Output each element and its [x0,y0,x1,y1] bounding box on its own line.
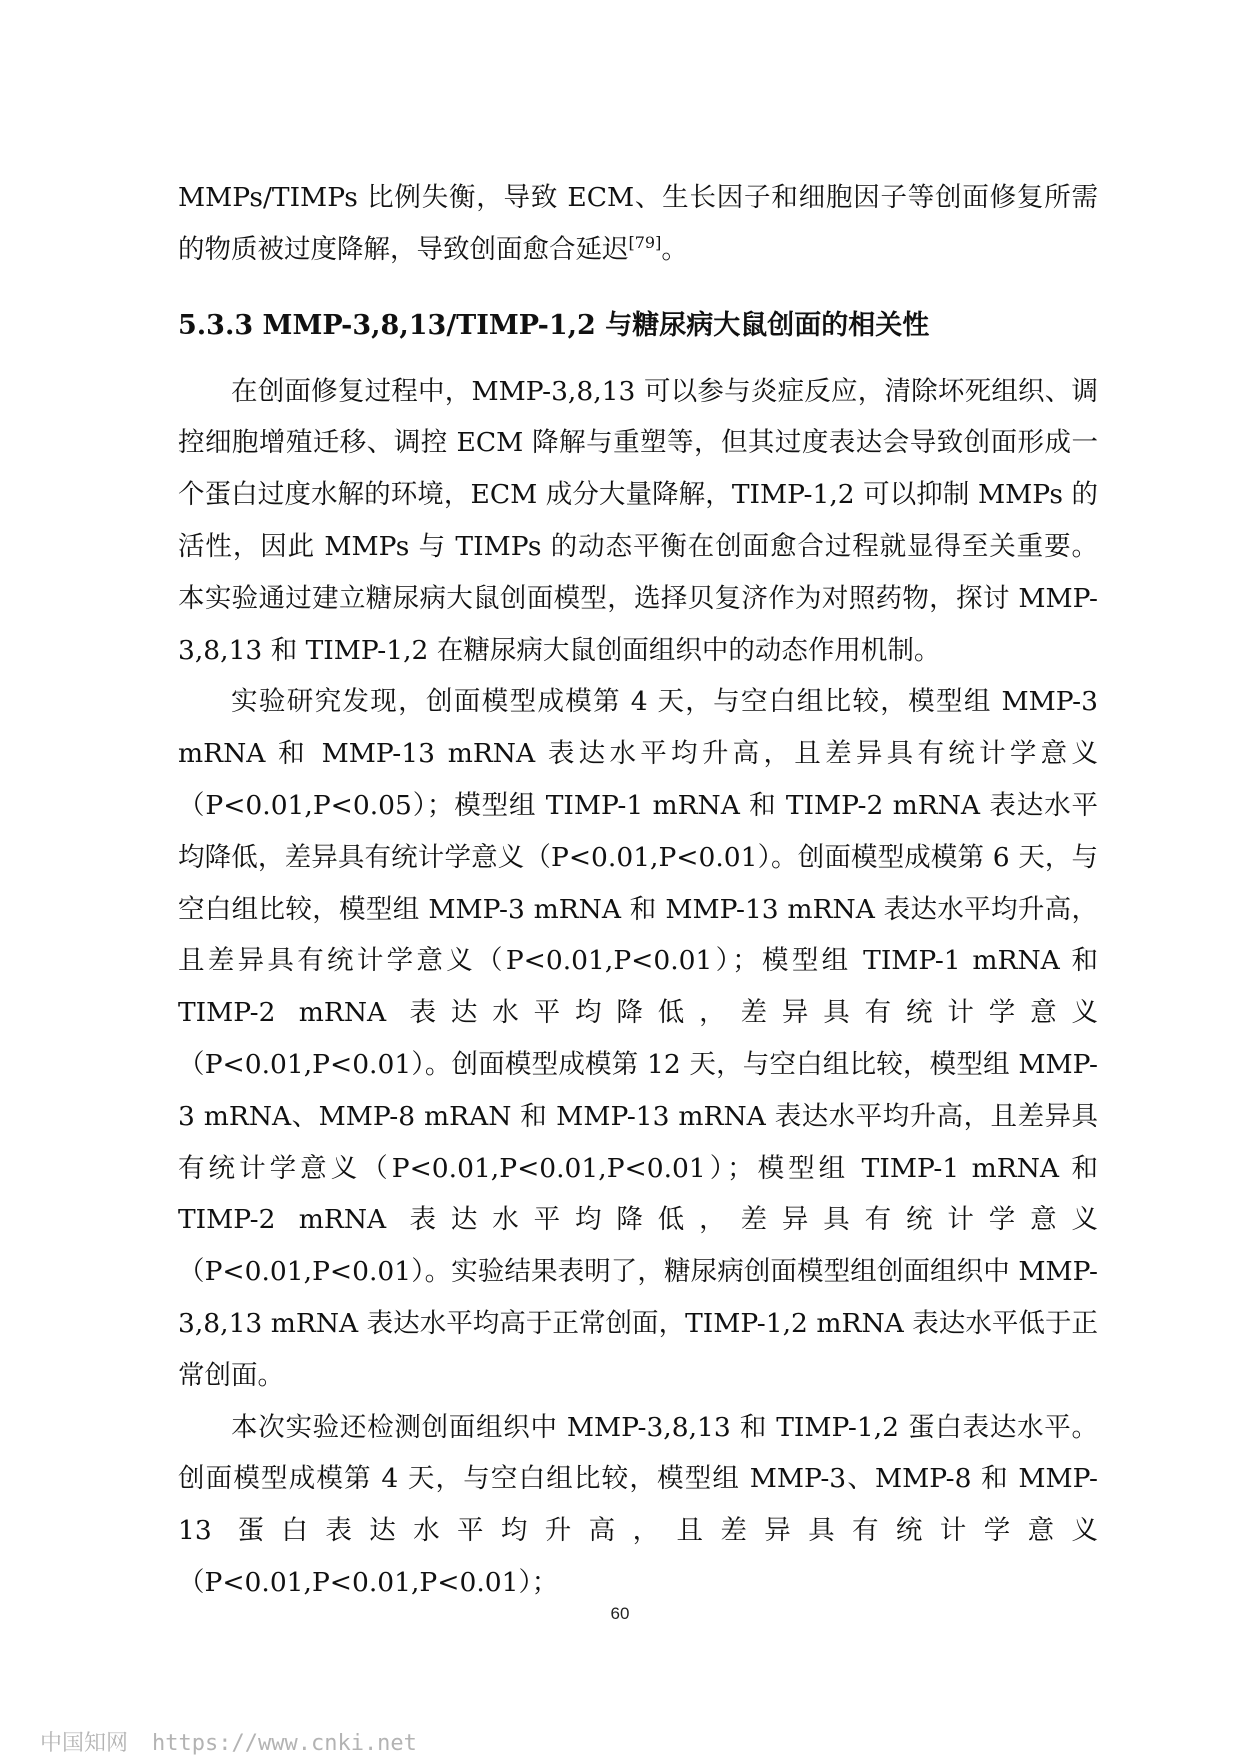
paragraph-end: 。 [661,233,688,265]
citation-ref: [79] [628,232,662,252]
paragraph-protein-results: 本次实验还检测创面组织中 MMP-3,8,13 和 TIMP-1,2 蛋白表达水平。创面模型成模第 4 天，与空白组比较，模型组 MMP-3、MMP-8 和 MMP-13 蛋白表达水平均升高，且差异具有统计学意义（P<0.01,P<0.01,P<0.01）； [178,1411,1098,1598]
watermark [40,1726,417,1757]
watermark-url: https://www.cnki.net [152,1731,417,1756]
section-heading: 5.3.3 MMP-3,8,13/TIMP-1,2 与糖尿病大鼠创面的相关性 [178,309,930,341]
paragraph-mrna-results: 实验研究发现，创面模型成模第 4 天，与空白组比较，模型组 MMP-3 mRNA 和 MMP-13 mRNA 表达水平均升高，且差异具有统计学意义（P<0.01,P<0.05）；模型组 TIMP-1 mRNA 和 TIMP-2 mRNA 表达水平均降低，差异具有统计学意义（P<0.01,P<0.01）。创面模型成模第 6 天，与空白组比较，模型组 MMP-3 mRNA 和 MMP-13 mRNA 表达水平均升高，且差异具有统计学意义（P<0.01,P<0.01）；模型组 TIMP-1 mRNA 和 TIMP-2 mRNA 表达水平均降低，差异具有统计学意义（P<0.01,P<0.01）。创面模型成模第 12 天，与空白组比较，模型组 MMP-3 mRNA、MMP-8 mRAN 和 MMP-13 mRNA 表达水平均升高，且差异具有统计学意义（P<0.01,P<0.01,P<0.01）；模型组 TIMP-1 mRNA 和 TIMP-2 mRNA 表达水平均降低，差异具有统计学意义（P<0.01,P<0.01）。实验结果表明了，糖尿病创面模型组创面组织中 MMP-3,8,13 mRNA 表达水平均高于正常创面，TIMP-1,2 mRNA 表达水平低于正常创面。 [178,686,1098,1391]
watermark-brand: 中国知网 [40,1731,129,1756]
paragraph-continuation [178,172,1098,276]
page-number: 60 [610,1604,630,1623]
paragraph-context: 在创面修复过程中，MMP-3,8,13 可以参与炎症反应，清除坏死组织、调控细胞增殖迁移、调控 ECM 降解与重塑等，但其过度表达会导致创面形成一个蛋白过度水解的环境，ECM 成分大量降解，TIMP-1,2 可以抑制 MMPs 的活性，因此 MMPs 与 TIMPs 的动态平衡在创面愈合过程就显得至关重要。本实验通过建立糖尿病大鼠创面模型，选择贝复济作为对照药物，探讨 MMP-3,8,13 和 TIMP-1,2 在糖尿病大鼠创面组织中的动态作用机制。 [178,375,1098,666]
paragraph-text: MMPs/TIMPs 比例失衡，导致 ECM、生长因子和细胞因子等创面修复所需的物质被过度降解，导致创面愈合延迟 [178,182,1098,265]
page-body [178,172,1098,1609]
